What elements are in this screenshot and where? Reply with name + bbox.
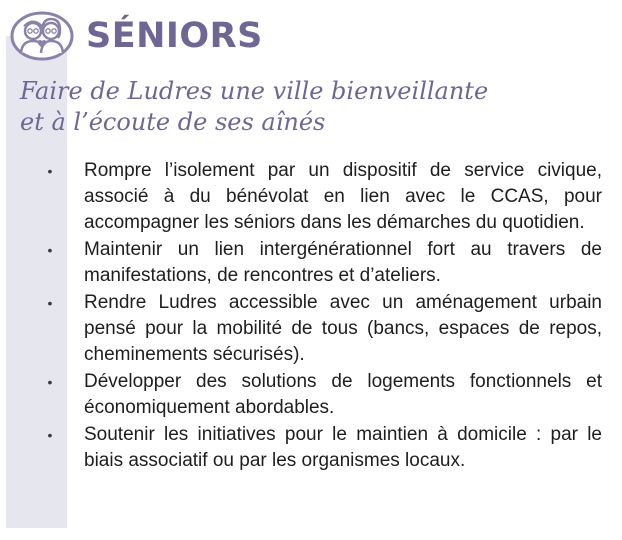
list-item xyxy=(36,422,602,474)
bullet-icon: • xyxy=(47,242,53,258)
subtitle-line-2: et à l’écoute de ses aînés xyxy=(20,108,326,136)
bullet-icon: • xyxy=(47,295,53,311)
list-item xyxy=(36,158,602,236)
bullet-icon: • xyxy=(47,427,53,443)
list-item xyxy=(36,237,602,289)
list-item xyxy=(36,369,602,421)
seniors-couple-icon xyxy=(10,11,74,61)
section-subtitle xyxy=(20,76,580,138)
bullet-icon: • xyxy=(47,163,53,179)
list-item-text: Rompre l’isolement par un dispositif de service civique, associé à du bénévolat en lien avec le CCAS, pour accompagner les séniors dans les démarches du quotidien. xyxy=(84,160,602,233)
list-item-text: Rendre Ludres accessible avec un aménagement urbain pensé pour la mobilité de tous (bancs, espaces de repos, cheminements sécurisés). xyxy=(84,292,602,365)
section-header xyxy=(10,6,263,66)
list-item xyxy=(36,290,602,368)
list-item-text: Maintenir un lien intergénérationnel fort au travers de manifestations, de rencontres et d’ateliers. xyxy=(84,239,602,286)
list-item-text: Développer des solutions de logements fonctionnels et économiquement abordables. xyxy=(84,371,602,418)
commitment-list xyxy=(36,158,602,475)
section-title: SÉNIORS xyxy=(86,16,263,56)
bullet-icon: • xyxy=(47,374,53,390)
subtitle-line-1: Faire de Ludres une ville bienveillante xyxy=(20,77,489,105)
list-item-text: Soutenir les initiatives pour le maintien à domicile : par le biais associatif ou par les organismes locaux. xyxy=(84,424,602,471)
